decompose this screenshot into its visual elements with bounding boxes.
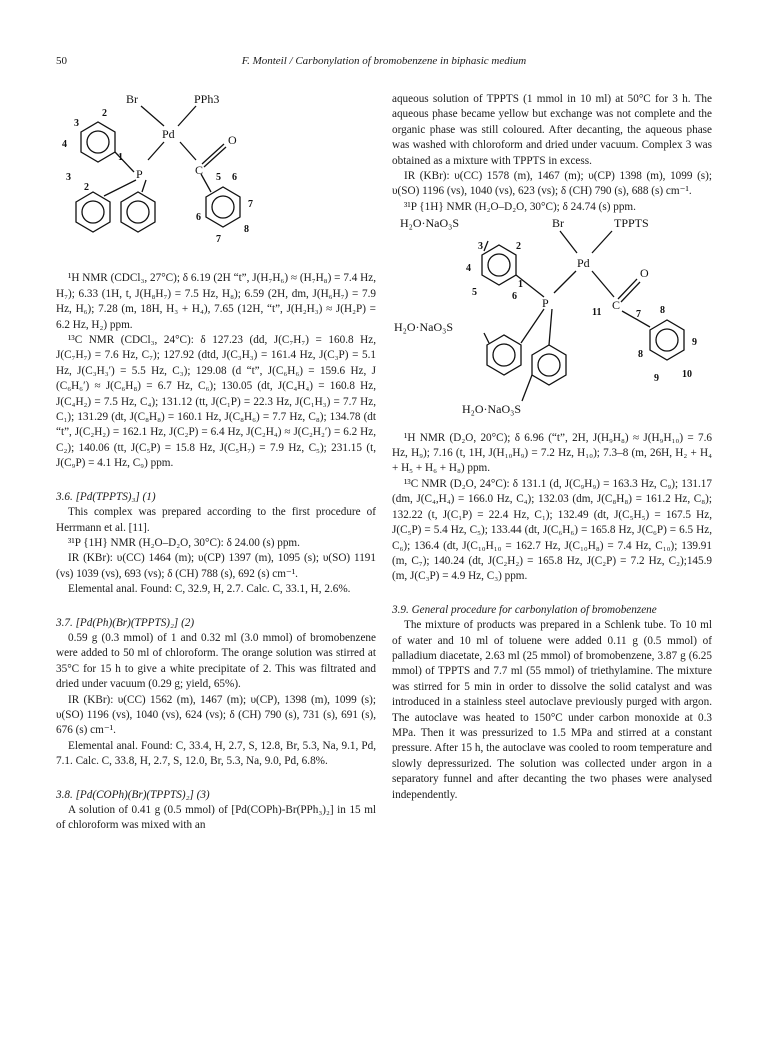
structure-complex-pd-acyl-pph3 — [56, 92, 376, 252]
right-column — [392, 92, 712, 803]
struct1-p: P — [136, 167, 143, 181]
structure-complex-3-tppts — [392, 215, 712, 425]
paragraph-3-8-c: IR (KBr): υ(CC) 1578 (m), 1467 (m); υ(CP) 1398 (m), 1099 (s); υ(SO) 1196 (vs), 1040 (vs), 623 (vs); δ (CH) 790 (s), 688 (s) cm⁻¹. — [392, 170, 712, 198]
struct2-n1: 1 — [518, 279, 523, 291]
section-heading-3-7: 3.7. [Pd(Ph)(Br)(TPPTS)₂] (2) — [56, 616, 195, 629]
paragraph-3-7-c: Elemental anal. Found: C, 33.4, H, 2.7, S, 12.8, Br, 5.3, Na, 9.1, Pd, 7.1. Calc. C, 33.8, H, 2.7, S, 12.0, Br, 5.3, Na, 9.0, Pd, 6.8%. — [56, 739, 376, 768]
struct2-n8b: 8 — [638, 349, 643, 361]
left-column — [56, 92, 376, 834]
nmr-1h-3: ¹H NMR (D₂O, 20°C); δ 6.96 (“t”, 2H, J(H₉H₈) ≈ J(H₉H₁₀) = 7.6 Hz, H₉); 7.16 (t, 1H, J(H₁₀H₉) = 7.2 Hz, H₁₀); 7.3–8 (m, 26H, H₂ + H₄ + H₅ + H₆ + H₈) ppm. — [392, 431, 712, 475]
struct1-n1: 1 — [118, 152, 123, 163]
struct2-br: Br — [552, 216, 564, 231]
struct2-n10: 10 — [682, 369, 692, 381]
nmr-1h-2: ¹H NMR (CDCl₃, 27°C); δ 6.19 (2H “t”, J(H₇H₆) ≈ (H₇H₈) = 7.4 Hz, H₇); 6.33 (1H, t, J(H₈H₇) = 7.5 Hz, H₈); 6.59 (2H, dm, J(H₆H₇) = 7.9 Hz, H₆); 7.28 (m, 18H, H₃ + H₄), 7.65 (12H, “t”, J(H₂H₃) ≈ J(H₂P) = 6.2 Hz, H₂) ppm. — [56, 272, 376, 331]
paragraph-3-9: The mixture of products was prepared in a Schlenk tube. To 10 ml of water and 10 ml of toluene were added 0.11 g (0.5 mmol) of palladium diacetate, 2.63 ml (25 mmol) of bromobenzene, 3.87 g (6.25 mmol) of TPPTS and 7.7 ml (55 mmol) of triethylamine. The mixture was stirred for 5 min in order to dissolve the solid catalyst and was introduced in a stainless steel autoclave previously purged with argon. The autoclave was heated to 150°C under carbon monoxide at 0.3 MPa. Then it was pressurized to 1.5 MPa and stirred at a constant pressure. After 15 h, the autoclave was cooled to room temperature and slowly depressurized. The solution was collected under argon in a separatory funnel and after decanting the two phases were analysed independently. — [392, 619, 712, 801]
struct1-pd: Pd — [162, 127, 175, 141]
struct1-n6b: 6 — [196, 212, 201, 223]
section-heading-3-9: 3.9. General procedure for carbonylation of bromobenzene — [392, 603, 657, 616]
struct2-so3-top: H₂O·NaO₃S — [400, 216, 460, 231]
paragraph-3-6-b: ³¹P {1H} NMR (H₂O–D₂O, 30°C): δ 24.00 (s) ppm. — [68, 536, 300, 549]
paragraph-3-8-d: ³¹P {1H} NMR (H₂O–D₂O, 30°C); δ 24.74 (s) ppm. — [404, 200, 636, 213]
struct2-p: P — [542, 296, 549, 311]
paragraph-3-7-a: 0.59 g (0.3 mmol) of 1 and 0.32 ml (3.0 mmol) of bromobenzene were added to 50 ml of chloroform. The orange solution was stirred at 35°C for 15 h to give a white precipitate of 2. This was filtrated and dried under vacuum (0.29 g; yield, 65%). — [56, 631, 376, 691]
struct1-br: Br — [126, 92, 138, 106]
page-header — [56, 55, 712, 71]
struct2-tppts: TPPTS — [614, 216, 649, 231]
struct2-n9: 9 — [692, 337, 697, 349]
struct1-n6: 6 — [232, 172, 237, 183]
paragraph-3-6-d: Elemental anal. Found: C, 32.9, H, 2.7. Calc. C, 33.1, H, 2.6%. — [68, 583, 351, 596]
struct2-c: C — [612, 298, 621, 313]
struct2-n6: 6 — [512, 291, 517, 303]
nmr-13c-2: ¹³C NMR (CDCl₃, 24°C): δ 127.23 (dd, J(C₇H₇) = 160.8 Hz, J(C₇H₇) = 7.6 Hz, C₇); 127.92 (dtd, J(C₃H₃) = 161.4 Hz, J(C₃P) = 5.1 Hz, J(C₃H₃′) = 5.5 Hz, C₃); 129.08 (d “t”, J(C₆H₆) = 159.6 Hz, J (C₆H₆′) ≈ J(C₆H₈) = 6.7 Hz, C₆); 130.05 (dt, J(C₄H₄) = 160.8 Hz, J(C₄H₂) = 7.5 Hz, C₄); 131.12 (tt, J(C₁P) = 22.3 Hz, J(C₁H₃) = 7.7 Hz, C₁); 131.29 (dt, J(C₈H₈) = 160.1 Hz, J(C₈H₆) = 7.7 Hz, C₈); 134.78 (dt “t”, J(C₂H₂) = 162.1 Hz, J(C₂P) = 6.4 Hz, J(C₂H₄) ≈ J(C₂H₂′) = 6.2 Hz, C₂); 140.06 (tt, J(C₅P) = 15.8 Hz, J(C₅H₇) = 7.9 Hz, C₅); 231.15 (t, J(C₉P) = 4.1 Hz, C₉) ppm. — [56, 334, 376, 470]
struct2-o: O — [640, 266, 649, 281]
struct2-so3-bottom: H₂O·NaO₃S — [462, 402, 522, 417]
struct2-n8: 8 — [660, 305, 665, 317]
struct1-n3b: 3 — [66, 172, 71, 183]
page-number: 50 — [56, 55, 67, 67]
paragraph-3-8-a: A solution of 0.41 g (0.5 mmol) of [Pd(COPh)-Br(PPh₃)₂] in 15 ml of chloroform was mixed with an — [56, 804, 376, 832]
struct1-n5: 5 — [216, 172, 221, 183]
nmr-13c-3: ¹³C NMR (D₂O, 24°C): δ 131.1 (d, J(C₉H₉) = 163.3 Hz, C₉); 131.17 (dm, J(C₄,H₄) = 166.0 Hz, C₄); 132.03 (dm, J(C₈H₈) = 161.2 Hz, C₈); 132.22 (t, J(C₁P) = 22.4 Hz, C₁); 132.49 (dt, J(C₅H₅) = 167.5 Hz, J(C₅P) = 5.4 Hz, C₅); 133.44 (dt, J(C₆H₆) = 165.8 Hz, J(C₆P) = 6.5 Hz, C₆); 136.4 (dt, J(C₁₀H₁₀ = 162.7 Hz, J(C₁₀H₈) = 7.4 Hz, C₁₀); 139.91 (m, C₇); 140.24 (dt, J(C₂H₂) = 165.8 Hz, J(C₂P) = 7.2 Hz, C₂);145.9 (m, J(C₃P) = 4.9 Hz, C₃) ppm. — [392, 477, 712, 583]
struct1-n3: 3 — [74, 118, 79, 129]
struct2-n3: 3 — [478, 241, 483, 253]
struct2-so3-left: H₂O·NaO₃S — [394, 320, 454, 335]
section-heading-3-8: 3.8. [Pd(COPh)(Br)(TPPTS)₂] (3) — [56, 788, 210, 801]
struct1-n4: 4 — [62, 139, 67, 150]
struct1-n2: 2 — [102, 108, 107, 119]
struct1-n2b: 2 — [84, 182, 89, 193]
struct1-c: C — [195, 163, 204, 177]
struct2-n4: 4 — [466, 263, 471, 275]
struct2-n9b: 9 — [654, 373, 659, 385]
running-head: F. Monteil / Carbonylation of bromobenzene in biphasic medium — [241, 55, 527, 67]
paragraph-3-7-b: IR (KBr): υ(CC) 1562 (m), 1467 (m); υ(CP), 1398 (m), 1099 (s); υ(SO) 1196 (vs), 1040 (vs), 624 (vs); δ (CH) 790 (s), 731 (s), 691 (s), 676 (s) cm⁻¹. — [56, 693, 376, 737]
struct1-o: O — [228, 133, 237, 147]
paragraph-3-6-a: This complex was prepared according to the first procedure of Herrmann et al. [11]. — [56, 506, 376, 534]
section-heading-3-6: 3.6. [Pd(TPPTS)₃] (1) — [56, 490, 156, 503]
struct1-n7: 7 — [248, 199, 253, 210]
struct2-n2: 2 — [516, 241, 521, 253]
struct2-pd: Pd — [577, 256, 590, 271]
struct1-n7b: 7 — [216, 234, 221, 245]
struct2-n5: 5 — [472, 287, 477, 299]
paragraph-3-6-c: IR (KBr): υ(CC) 1464 (m); υ(CP) 1397 (m), 1095 (s); υ(SO) 1191 (vs) 1039 (vs), 693 (vs); δ (CH) 788 (s), 692 (s) cm⁻¹. — [56, 552, 376, 580]
struct1-n8: 8 — [244, 224, 249, 235]
struct2-n7: 7 — [636, 309, 641, 321]
struct1-pph3: PPh3 — [194, 92, 220, 106]
struct2-n11: 11 — [592, 307, 602, 319]
paragraph-3-8-b: aqueous solution of TPPTS (1 mmol in 10 ml) at 50°C for 3 h. The aqueous phase became yellow but exchange was not complete and the organic phase was still coloured. After decanting, the aqueous phase was washed with chloroform and dried under vacuum. Complex 3 was obtained as a mixture with TPPTS in excess. — [392, 93, 712, 167]
